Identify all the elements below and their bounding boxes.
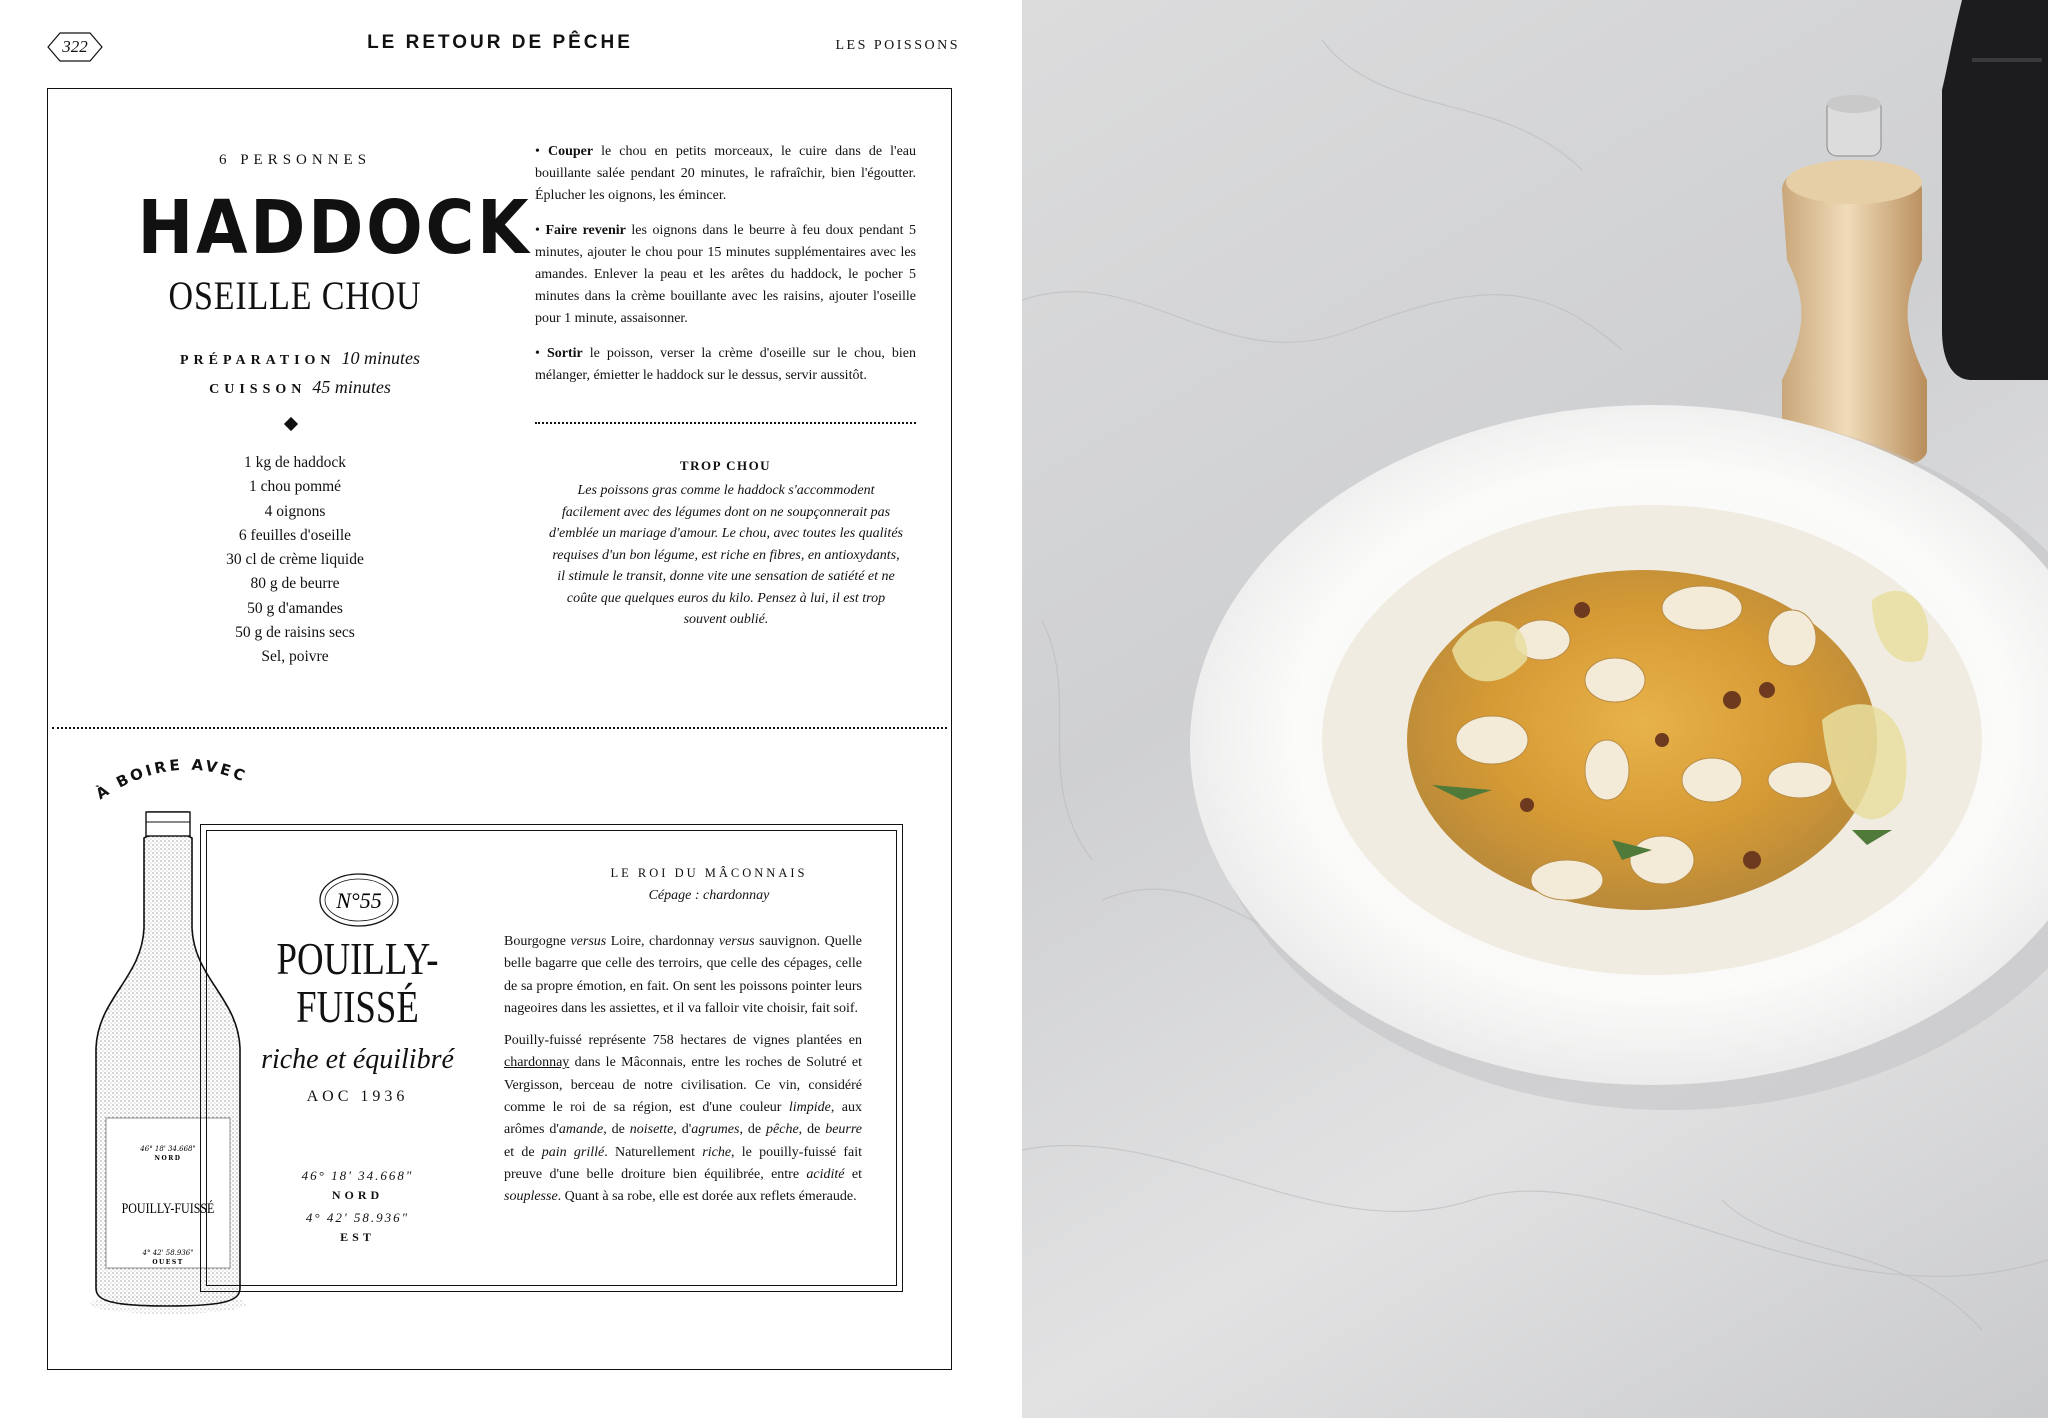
text-run: dans le Mâconnais, entre les roches de Solutré et Vergisson, berceau de notre civilisation. Ce vin, considéré comme le roi de sa région, est d'une couleur xyxy=(504,1055,862,1116)
text-run: . Naturellement xyxy=(604,1144,703,1160)
text-run-italic: limpide xyxy=(788,1100,831,1116)
wine-region: LE ROI DU MÂCONNAIS xyxy=(610,866,808,880)
cook-label: CUISSON xyxy=(209,382,307,397)
ingredient-item: 80 g de beurre xyxy=(250,575,340,593)
step-verb: Couper xyxy=(547,144,594,159)
dish-photo xyxy=(1022,0,2048,1418)
prep-time-row xyxy=(100,345,500,374)
ingredient-item: 1 kg de haddock xyxy=(243,454,346,471)
step-text: le chou en petits morceaux, le cuire dans de l'eau bouillante salée pendant 20 minutes, le rafraîchir, bien l'égoutter. Éplucher les oignons, les émincer. xyxy=(535,144,917,203)
tip-text: Les poissons gras comme le haddock s'accommodent facilement avec des légumes dont on ne soupçonnerait pas d'emblée un mariage d'amour. Le chou, avec toutes les qualités requises d'un bon légume, est riche en fibres, en antioxydants, il stimule le transit, donne vite une sensation de satiété et ne coûte que quelques euros du kilo. Pensez à lui, il est trop souvent oublié. xyxy=(549,483,903,627)
text-run: , de xyxy=(739,1122,767,1138)
prep-time: 10 minutes xyxy=(341,348,421,368)
bottle-lon: 4° 42' 58.936" xyxy=(142,1249,194,1257)
dotted-divider xyxy=(535,422,916,424)
ingredient-item: 4 oignons xyxy=(264,502,326,520)
ingredient-item: 6 feuilles d'oseille xyxy=(238,526,352,544)
text-run: , aux arômes d' xyxy=(504,1100,862,1138)
serves-count: 6 PERSONNES xyxy=(218,152,372,168)
latitude-dir: NORD xyxy=(331,1188,384,1202)
svg-text:À BOIRE AVEC xyxy=(92,756,250,804)
recipe-subtitle: OSEILLE CHOU xyxy=(168,273,422,318)
wine-paragraph xyxy=(504,1030,862,1208)
text-run-italic: versus xyxy=(570,934,607,949)
text-run-italic: agrumes xyxy=(691,1122,740,1138)
text-run: et de xyxy=(504,1144,542,1160)
step-verb: Sortir xyxy=(546,346,583,361)
recipe-title: HADDOCK xyxy=(137,185,532,271)
wine-coordinates xyxy=(270,1166,445,1250)
step-text: les oignons dans le beurre à feu doux pendant 5 minutes, ajouter le chou pour 15 minutes supplémentaires avec les amandes. Enlever la peau et les arêtes du haddock, le pocher 5 minutes dans la crème bouillante avec les raisins, ajouter l'oseille pour 1 minute, assaisonner. xyxy=(535,223,916,326)
text-run: , de xyxy=(603,1122,630,1138)
bottle-lat: 46° 18' 34.668" xyxy=(140,1145,196,1153)
step-text: le poisson, verser la crème d'oseille sur le chou, bien mélanger, émietter le haddock sur le dessus, servir aussitôt. xyxy=(535,346,916,383)
prep-label: PRÉPARATION xyxy=(179,353,336,368)
step-paragraph: • Couper le chou en petits morceaux, le cuire dans de l'eau bouillante salée pendant 20 minutes, le rafraîchir, bien l'égoutter. Éplucher les oignons, les émincer. xyxy=(535,144,917,203)
wine-paragraph xyxy=(504,931,862,1020)
step-paragraph: • Sortir le poisson, verser la crème d'oseille sur le chou, bien mélanger, émietter le haddock sur le dessus, servir aussitôt. xyxy=(535,346,916,383)
text-run: Loire, chardonnay xyxy=(606,934,719,949)
longitude: 4° 42' 58.936" xyxy=(305,1210,410,1225)
cuvee-number-badge xyxy=(318,872,400,928)
page-number-text: 322 xyxy=(62,37,88,56)
step-verb: Faire revenir xyxy=(545,223,626,238)
text-run: Bourgogne xyxy=(504,934,571,949)
cuvee-number: N°55 xyxy=(336,888,382,913)
wine-aoc: AOC 1936 xyxy=(306,1088,409,1105)
cook-time-row xyxy=(100,374,500,403)
chapter-title: LE RETOUR DE PÊCHE xyxy=(367,32,633,53)
wine-name-line1: POUILLY- xyxy=(276,933,439,984)
text-run: , d' xyxy=(673,1122,692,1138)
text-run-italic: acidité xyxy=(806,1166,845,1182)
text-run: Pouilly-fuissé représente 758 hectares de vignes plantées en xyxy=(504,1033,862,1049)
recipe-page xyxy=(0,0,1022,1418)
wine-description xyxy=(504,931,862,1219)
pairing-arc-text xyxy=(90,750,270,810)
latitude: 46° 18' 34.668" xyxy=(301,1168,414,1183)
text-run-italic: pêche xyxy=(766,1122,799,1138)
cook-time: 45 minutes xyxy=(312,377,391,397)
bottle-lon-dir: OUEST xyxy=(152,1259,184,1266)
ingredient-item: 50 g de raisins secs xyxy=(235,624,355,642)
chardonnay-link: chardonnay xyxy=(504,1055,570,1071)
text-run-italic: beurre xyxy=(825,1122,863,1138)
recipe-steps xyxy=(535,141,916,400)
section-title: LES POISSONS xyxy=(835,38,960,53)
wine-name-line2: FUISSÉ xyxy=(296,981,419,1032)
wine-name xyxy=(272,935,444,1031)
text-run-italic: souplesse xyxy=(504,1189,558,1205)
text-run: , de xyxy=(798,1122,826,1138)
section-divider xyxy=(52,727,947,729)
bottle-label-name: POUILLY-FUISSÉ xyxy=(121,1199,215,1217)
ingredient-list xyxy=(160,451,430,670)
text-run-italic: pain grillé xyxy=(541,1144,605,1160)
text-run: . Quant à sa robe, elle est dorée aux reflets émeraude. xyxy=(557,1189,857,1205)
tip-title: TROP CHOU xyxy=(679,458,772,473)
text-run-italic: versus xyxy=(718,934,755,949)
dish-photo-illustration xyxy=(1022,0,2048,1418)
text-run-italic: riche xyxy=(702,1144,732,1160)
ingredient-item: 30 cl de crème liquide xyxy=(226,551,364,569)
bottle-lat-dir: NORD xyxy=(154,1155,182,1162)
step-paragraph: • Faire revenir les oignons dans le beurre à feu doux pendant 5 minutes, ajouter le chou pour 15 minutes supplémentaires avec les amandes. Enlever la peau et les arêtes du haddock, le pocher 5 minutes dans la crème bouillante avec les raisins, ajouter l'oseille pour 1 minute, assaisonner. xyxy=(535,223,916,326)
longitude-dir: EST xyxy=(340,1230,375,1244)
wine-tagline: riche et équilibré xyxy=(261,1044,454,1075)
wine-grape: Cépage : chardonnay xyxy=(648,888,770,903)
recipe-times xyxy=(100,345,500,403)
ingredient-item: 1 chou pommé xyxy=(248,478,342,496)
pairing-label-text: À BOIRE AVEC xyxy=(92,755,251,804)
text-run: , le pouilly-fuissé fait preuve d'une belle droiture bien équilibrée, entre xyxy=(504,1144,862,1182)
page-number xyxy=(46,31,104,63)
ingredient-item: Sel, poivre xyxy=(261,648,329,666)
pairing-label xyxy=(90,750,270,810)
text-run: sauvignon. Quelle belle bagarre que celle des terroirs, que celle des cépages, celle de sa propre émotion, en fait. On sent les poissons pointer leurs nageoires dans les assiettes, et il va falloir vite choisir, fait soif. xyxy=(504,934,862,1016)
text-run: et xyxy=(844,1166,862,1182)
text-run-italic: amande xyxy=(558,1122,604,1138)
ingredient-item: 50 g d'amandes xyxy=(247,599,343,617)
text-run-italic: noisette xyxy=(629,1122,674,1138)
